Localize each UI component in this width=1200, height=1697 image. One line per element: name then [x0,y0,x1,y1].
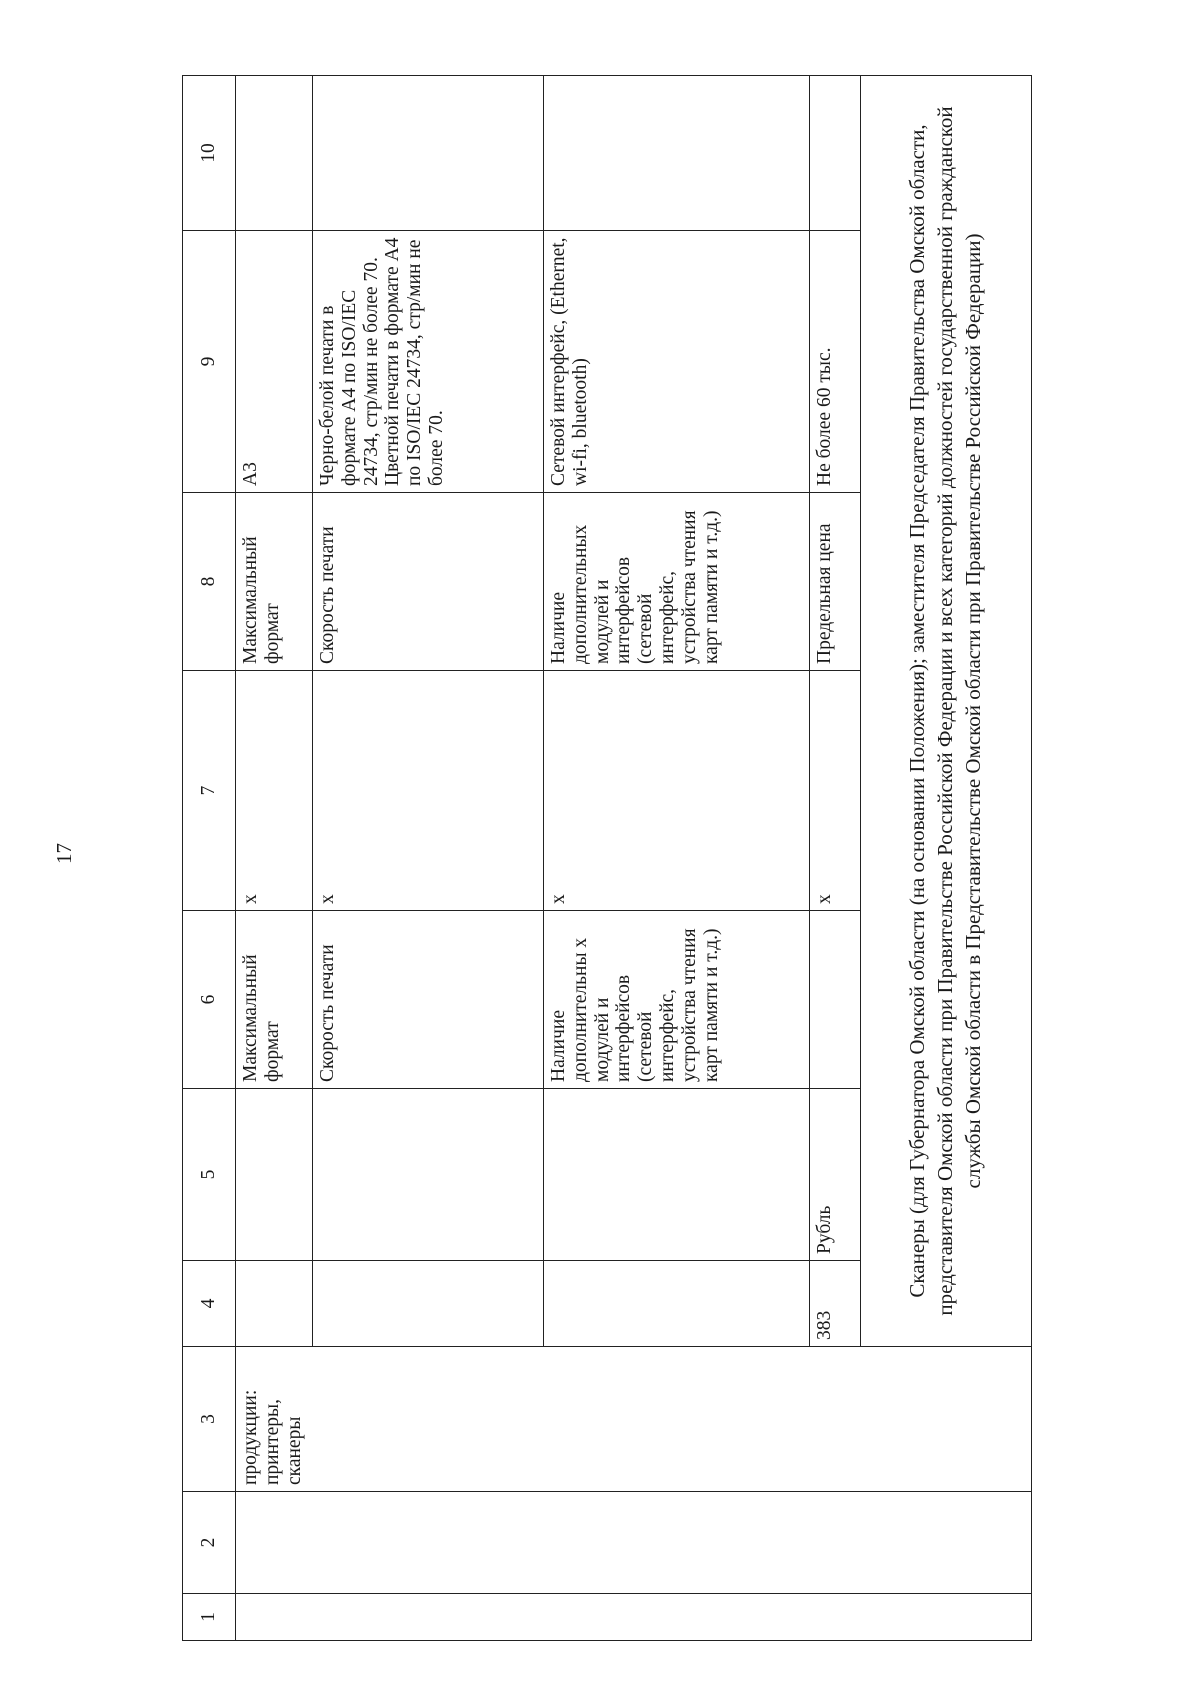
cell-characteristic: Скорость печати [313,911,544,1089]
header-col-8: 8 [183,493,236,671]
cell-unit [544,1089,810,1261]
table-row [236,76,313,1641]
cell-characteristic-2: Предельная цена [810,493,861,671]
cell-value: Не более 60 тыс. [810,231,861,493]
cell-characteristic-2: Максимальный формат [236,493,313,671]
cell-col-2 [236,1492,1032,1594]
cell-unit [313,1089,544,1261]
header-row [183,76,236,1641]
header-col-5: 5 [183,1089,236,1261]
cell-unit [236,1089,313,1261]
specs-table [182,75,1032,1641]
cell-note [313,76,544,231]
cell-characteristic-2: Скорость печати [313,493,544,671]
cell-code: 383 [810,1261,861,1347]
cell-characteristic: Максимальный формат [236,911,313,1089]
cell-x: x [236,671,313,911]
cell-col-1 [236,1594,1032,1641]
cell-code [544,1261,810,1347]
header-col-7: 7 [183,671,236,911]
cell-product-type: продукции: принтеры, сканеры [236,1347,1032,1492]
cell-value: А3 [236,231,313,493]
header-col-9: 9 [183,231,236,493]
cell-note [810,76,861,231]
cell-code [313,1261,544,1347]
cell-code [236,1261,313,1347]
cell-value: Черно-белой печати в формате А4 по ISO/IEC 24734, стр/мин не более 70. Цветной печати в формате А4 по ISO/IEC 24734, стр/мин не более 70. [313,231,544,493]
cell-x: x [810,671,861,911]
section-heading: Сканеры (для Губернатора Омской области (на основании Положения); заместителя Председателя Правительства Омской области, представителя Омской области при Правительстве Российской Федерации и всех категорий должностей государственной гражданской службы Омской области в Представительстве Омской области при Правительстве Российской Федерации) [861,76,1032,1347]
cell-characteristic: Наличие дополнительны х модулей и интерфейсов (сетевой интерфейс, устройства чтения карт памяти и т.д.) [544,911,810,1089]
header-col-3: 3 [183,1347,236,1492]
rotated-table-sheet [182,76,1022,1641]
header-col-2: 2 [183,1492,236,1594]
header-col-10: 10 [183,76,236,231]
header-col-4: 4 [183,1261,236,1347]
header-col-6: 6 [183,911,236,1089]
page-number: 17 [52,843,76,864]
cell-x: x [313,671,544,911]
cell-note [544,76,810,231]
cell-note [236,76,313,231]
cell-value: Сетевой интерфейс, (Ethernet, wi-fi, bluetooth) [544,231,810,493]
header-col-1: 1 [183,1594,236,1641]
cell-characteristic [810,911,861,1089]
cell-characteristic-2: Наличие дополнительных модулей и интерфейсов (сетевой интерфейс, устройства чтения карт памяти и т.д.) [544,493,810,671]
cell-unit: Рубль [810,1089,861,1261]
cell-x: x [544,671,810,911]
